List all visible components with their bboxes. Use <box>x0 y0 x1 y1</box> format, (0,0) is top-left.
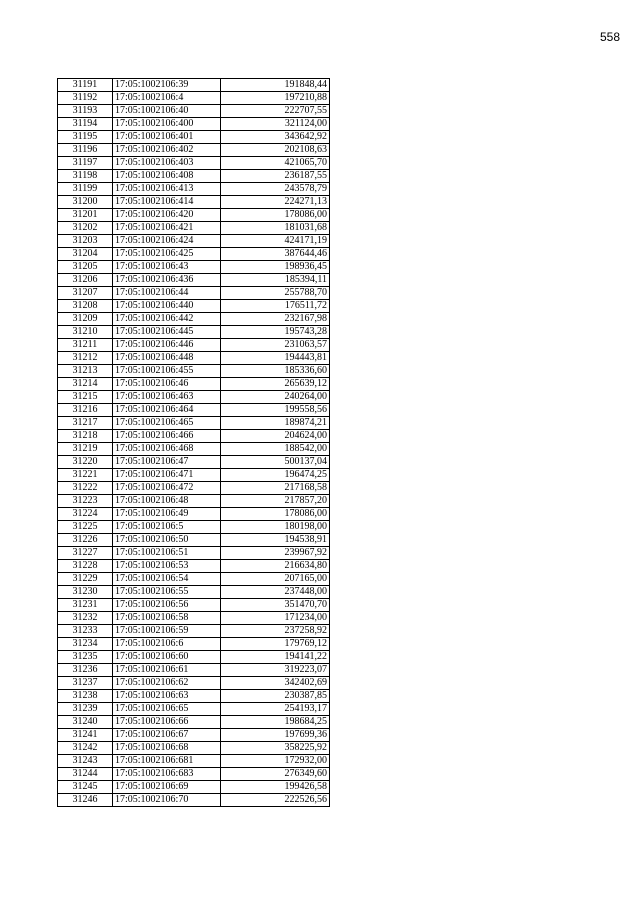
table-row <box>58 716 330 729</box>
cadastral-number-cell: 17:05:1002106:39 <box>113 79 221 92</box>
cadastral-value-table <box>57 78 330 807</box>
table-row <box>58 443 330 456</box>
row-number-cell: 31246 <box>58 794 113 807</box>
cadastral-number-cell: 17:05:1002106:468 <box>113 443 221 456</box>
table-row <box>58 209 330 222</box>
cadastral-number-cell: 17:05:1002106:401 <box>113 131 221 144</box>
cadastral-number-cell: 17:05:1002106:66 <box>113 716 221 729</box>
row-number-cell: 31204 <box>58 248 113 261</box>
table-row <box>58 196 330 209</box>
value-cell: 255788,70 <box>221 287 330 300</box>
value-cell: 358225,92 <box>221 742 330 755</box>
value-cell: 188542,00 <box>221 443 330 456</box>
table-row <box>58 625 330 638</box>
cadastral-number-cell: 17:05:1002106:46 <box>113 378 221 391</box>
value-cell: 189874,21 <box>221 417 330 430</box>
row-number-cell: 31227 <box>58 547 113 560</box>
table-row <box>58 677 330 690</box>
cadastral-number-cell: 17:05:1002106:67 <box>113 729 221 742</box>
row-number-cell: 31214 <box>58 378 113 391</box>
cadastral-number-cell: 17:05:1002106:61 <box>113 664 221 677</box>
row-number-cell: 31212 <box>58 352 113 365</box>
table-row <box>58 664 330 677</box>
cadastral-number-cell: 17:05:1002106:4 <box>113 92 221 105</box>
table-row <box>58 352 330 365</box>
table-row <box>58 183 330 196</box>
table-row <box>58 287 330 300</box>
cadastral-number-cell: 17:05:1002106:44 <box>113 287 221 300</box>
value-cell: 195743,28 <box>221 326 330 339</box>
cadastral-number-cell: 17:05:1002106:49 <box>113 508 221 521</box>
row-number-cell: 31235 <box>58 651 113 664</box>
cadastral-number-cell: 17:05:1002106:59 <box>113 625 221 638</box>
value-cell: 276349,60 <box>221 768 330 781</box>
row-number-cell: 31194 <box>58 118 113 131</box>
value-cell: 387644,46 <box>221 248 330 261</box>
table-row <box>58 482 330 495</box>
cadastral-number-cell: 17:05:1002106:436 <box>113 274 221 287</box>
cadastral-number-cell: 17:05:1002106:471 <box>113 469 221 482</box>
table-row <box>58 638 330 651</box>
table-row <box>58 703 330 716</box>
cadastral-number-cell: 17:05:1002106:681 <box>113 755 221 768</box>
row-number-cell: 31222 <box>58 482 113 495</box>
table-row <box>58 79 330 92</box>
cadastral-number-cell: 17:05:1002106:51 <box>113 547 221 560</box>
table-row <box>58 781 330 794</box>
row-number-cell: 31205 <box>58 261 113 274</box>
value-cell: 191848,44 <box>221 79 330 92</box>
value-cell: 207165,00 <box>221 573 330 586</box>
value-cell: 240264,00 <box>221 391 330 404</box>
value-cell: 198936,45 <box>221 261 330 274</box>
row-number-cell: 31221 <box>58 469 113 482</box>
value-cell: 217168,58 <box>221 482 330 495</box>
row-number-cell: 31229 <box>58 573 113 586</box>
value-cell: 265639,12 <box>221 378 330 391</box>
cadastral-number-cell: 17:05:1002106:69 <box>113 781 221 794</box>
row-number-cell: 31238 <box>58 690 113 703</box>
row-number-cell: 31242 <box>58 742 113 755</box>
value-cell: 197699,36 <box>221 729 330 742</box>
table-row <box>58 118 330 131</box>
row-number-cell: 31191 <box>58 79 113 92</box>
row-number-cell: 31209 <box>58 313 113 326</box>
row-number-cell: 31218 <box>58 430 113 443</box>
value-cell: 194443,81 <box>221 352 330 365</box>
value-cell: 237258,92 <box>221 625 330 638</box>
cadastral-number-cell: 17:05:1002106:53 <box>113 560 221 573</box>
table-row <box>58 547 330 560</box>
cadastral-number-cell: 17:05:1002106:420 <box>113 209 221 222</box>
row-number-cell: 31220 <box>58 456 113 469</box>
table-row <box>58 573 330 586</box>
value-cell: 232167,98 <box>221 313 330 326</box>
table-row <box>58 612 330 625</box>
page-number: 558 <box>599 30 620 44</box>
table-row <box>58 300 330 313</box>
cadastral-number-cell: 17:05:1002106:5 <box>113 521 221 534</box>
cadastral-number-cell: 17:05:1002106:58 <box>113 612 221 625</box>
value-cell: 178086,00 <box>221 508 330 521</box>
value-cell: 222526,56 <box>221 794 330 807</box>
value-cell: 196474,25 <box>221 469 330 482</box>
row-number-cell: 31199 <box>58 183 113 196</box>
row-number-cell: 31223 <box>58 495 113 508</box>
row-number-cell: 31240 <box>58 716 113 729</box>
table-row <box>58 456 330 469</box>
row-number-cell: 31225 <box>58 521 113 534</box>
table-row <box>58 105 330 118</box>
cadastral-number-cell: 17:05:1002106:464 <box>113 404 221 417</box>
row-number-cell: 31198 <box>58 170 113 183</box>
table-row <box>58 729 330 742</box>
table-row <box>58 560 330 573</box>
cadastral-number-cell: 17:05:1002106:68 <box>113 742 221 755</box>
value-cell: 198684,25 <box>221 716 330 729</box>
value-cell: 216634,80 <box>221 560 330 573</box>
cadastral-number-cell: 17:05:1002106:446 <box>113 339 221 352</box>
table-row <box>58 404 330 417</box>
row-number-cell: 31197 <box>58 157 113 170</box>
row-number-cell: 31231 <box>58 599 113 612</box>
cadastral-number-cell: 17:05:1002106:402 <box>113 144 221 157</box>
value-cell: 424171,19 <box>221 235 330 248</box>
table-row <box>58 313 330 326</box>
cadastral-number-cell: 17:05:1002106:400 <box>113 118 221 131</box>
value-cell: 343642,92 <box>221 131 330 144</box>
value-cell: 319223,07 <box>221 664 330 677</box>
table-row <box>58 521 330 534</box>
row-number-cell: 31241 <box>58 729 113 742</box>
row-number-cell: 31213 <box>58 365 113 378</box>
cadastral-number-cell: 17:05:1002106:60 <box>113 651 221 664</box>
value-cell: 243578,79 <box>221 183 330 196</box>
row-number-cell: 31210 <box>58 326 113 339</box>
row-number-cell: 31217 <box>58 417 113 430</box>
table-body <box>58 79 330 807</box>
row-number-cell: 31230 <box>58 586 113 599</box>
value-cell: 231063,57 <box>221 339 330 352</box>
row-number-cell: 31219 <box>58 443 113 456</box>
table-row <box>58 261 330 274</box>
row-number-cell: 31200 <box>58 196 113 209</box>
row-number-cell: 31196 <box>58 144 113 157</box>
cadastral-number-cell: 17:05:1002106:63 <box>113 690 221 703</box>
value-cell: 178086,00 <box>221 209 330 222</box>
row-number-cell: 31226 <box>58 534 113 547</box>
table-row <box>58 365 330 378</box>
cadastral-number-cell: 17:05:1002106:442 <box>113 313 221 326</box>
table-row <box>58 235 330 248</box>
row-number-cell: 31195 <box>58 131 113 144</box>
value-cell: 202108,63 <box>221 144 330 157</box>
value-cell: 236187,55 <box>221 170 330 183</box>
value-cell: 351470,70 <box>221 599 330 612</box>
table-row <box>58 417 330 430</box>
cadastral-number-cell: 17:05:1002106:421 <box>113 222 221 235</box>
cadastral-number-cell: 17:05:1002106:408 <box>113 170 221 183</box>
row-number-cell: 31208 <box>58 300 113 313</box>
table-row <box>58 339 330 352</box>
table-row <box>58 274 330 287</box>
cadastral-number-cell: 17:05:1002106:472 <box>113 482 221 495</box>
cadastral-number-cell: 17:05:1002106:56 <box>113 599 221 612</box>
value-cell: 171234,00 <box>221 612 330 625</box>
table-row <box>58 768 330 781</box>
row-number-cell: 31202 <box>58 222 113 235</box>
table-row <box>58 469 330 482</box>
value-cell: 185394,11 <box>221 274 330 287</box>
value-cell: 180198,00 <box>221 521 330 534</box>
table-row <box>58 599 330 612</box>
row-number-cell: 31232 <box>58 612 113 625</box>
cadastral-number-cell: 17:05:1002106:424 <box>113 235 221 248</box>
cadastral-number-cell: 17:05:1002106:448 <box>113 352 221 365</box>
row-number-cell: 31245 <box>58 781 113 794</box>
cadastral-number-cell: 17:05:1002106:683 <box>113 768 221 781</box>
row-number-cell: 31234 <box>58 638 113 651</box>
cadastral-number-cell: 17:05:1002106:425 <box>113 248 221 261</box>
table-row <box>58 430 330 443</box>
row-number-cell: 31207 <box>58 287 113 300</box>
cadastral-number-cell: 17:05:1002106:440 <box>113 300 221 313</box>
value-cell: 179769,12 <box>221 638 330 651</box>
row-number-cell: 31239 <box>58 703 113 716</box>
row-number-cell: 31206 <box>58 274 113 287</box>
row-number-cell: 31203 <box>58 235 113 248</box>
row-number-cell: 31237 <box>58 677 113 690</box>
table-row <box>58 170 330 183</box>
value-cell: 254193,17 <box>221 703 330 716</box>
row-number-cell: 31192 <box>58 92 113 105</box>
cadastral-number-cell: 17:05:1002106:403 <box>113 157 221 170</box>
value-cell: 194141,22 <box>221 651 330 664</box>
cadastral-number-cell: 17:05:1002106:465 <box>113 417 221 430</box>
table-row <box>58 586 330 599</box>
table-row <box>58 534 330 547</box>
table-row <box>58 690 330 703</box>
table-row <box>58 391 330 404</box>
table-row <box>58 157 330 170</box>
cadastral-number-cell: 17:05:1002106:43 <box>113 261 221 274</box>
table-row <box>58 378 330 391</box>
value-cell: 217857,20 <box>221 495 330 508</box>
value-cell: 197210,88 <box>221 92 330 105</box>
cadastral-number-cell: 17:05:1002106:48 <box>113 495 221 508</box>
table-row <box>58 131 330 144</box>
cadastral-number-cell: 17:05:1002106:413 <box>113 183 221 196</box>
cadastral-number-cell: 17:05:1002106:47 <box>113 456 221 469</box>
value-cell: 194538,91 <box>221 534 330 547</box>
row-number-cell: 31228 <box>58 560 113 573</box>
row-number-cell: 31243 <box>58 755 113 768</box>
cadastral-number-cell: 17:05:1002106:466 <box>113 430 221 443</box>
table-row <box>58 222 330 235</box>
row-number-cell: 31233 <box>58 625 113 638</box>
row-number-cell: 31211 <box>58 339 113 352</box>
value-cell: 185336,60 <box>221 365 330 378</box>
cadastral-number-cell: 17:05:1002106:445 <box>113 326 221 339</box>
table-row <box>58 495 330 508</box>
row-number-cell: 31193 <box>58 105 113 118</box>
value-cell: 199426,58 <box>221 781 330 794</box>
cadastral-number-cell: 17:05:1002106:54 <box>113 573 221 586</box>
row-number-cell: 31236 <box>58 664 113 677</box>
row-number-cell: 31215 <box>58 391 113 404</box>
cadastral-number-cell: 17:05:1002106:455 <box>113 365 221 378</box>
table-row <box>58 651 330 664</box>
value-cell: 199558,56 <box>221 404 330 417</box>
value-cell: 321124,00 <box>221 118 330 131</box>
value-cell: 239967,92 <box>221 547 330 560</box>
row-number-cell: 31244 <box>58 768 113 781</box>
value-cell: 421065,70 <box>221 157 330 170</box>
value-cell: 342402,69 <box>221 677 330 690</box>
row-number-cell: 31224 <box>58 508 113 521</box>
value-cell: 181031,68 <box>221 222 330 235</box>
cadastral-number-cell: 17:05:1002106:55 <box>113 586 221 599</box>
value-cell: 224271,13 <box>221 196 330 209</box>
cadastral-number-cell: 17:05:1002106:65 <box>113 703 221 716</box>
cadastral-number-cell: 17:05:1002106:50 <box>113 534 221 547</box>
value-cell: 500137,04 <box>221 456 330 469</box>
table-row <box>58 742 330 755</box>
table-row <box>58 755 330 768</box>
value-cell: 204624,00 <box>221 430 330 443</box>
value-cell: 230387,85 <box>221 690 330 703</box>
row-number-cell: 31201 <box>58 209 113 222</box>
cadastral-number-cell: 17:05:1002106:70 <box>113 794 221 807</box>
value-cell: 237448,00 <box>221 586 330 599</box>
value-cell: 172932,00 <box>221 755 330 768</box>
table-row <box>58 248 330 261</box>
table-row <box>58 508 330 521</box>
table-row <box>58 794 330 807</box>
cadastral-number-cell: 17:05:1002106:62 <box>113 677 221 690</box>
cadastral-number-cell: 17:05:1002106:6 <box>113 638 221 651</box>
row-number-cell: 31216 <box>58 404 113 417</box>
cadastral-number-cell: 17:05:1002106:463 <box>113 391 221 404</box>
cadastral-number-cell: 17:05:1002106:414 <box>113 196 221 209</box>
table-row <box>58 144 330 157</box>
value-cell: 222707,55 <box>221 105 330 118</box>
table-row <box>58 326 330 339</box>
table-row <box>58 92 330 105</box>
cadastral-number-cell: 17:05:1002106:40 <box>113 105 221 118</box>
value-cell: 176511,72 <box>221 300 330 313</box>
